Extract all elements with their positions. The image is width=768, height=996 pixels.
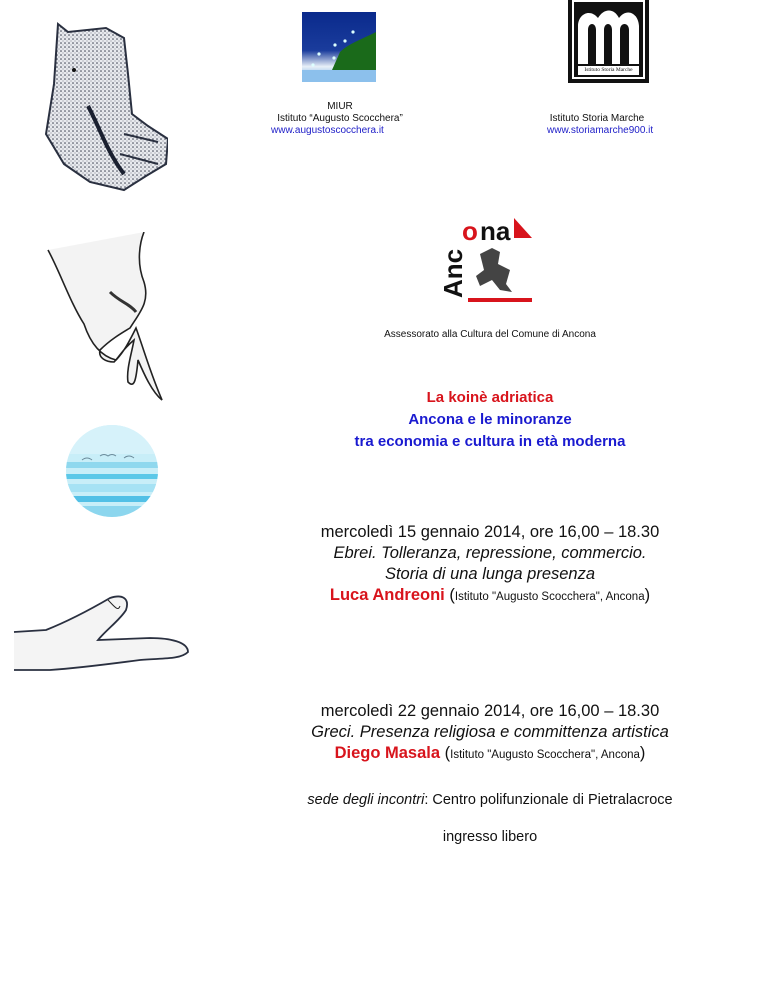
event-1-date: mercoledì 15 gennaio 2014, ore 16,00 – 18.30 xyxy=(320,523,660,541)
storia-marche-logo xyxy=(568,0,649,83)
event-2-affiliation: Istituto "Augusto Scocchera", Ancona xyxy=(450,749,640,761)
event-2-close-paren: ) xyxy=(639,744,646,762)
miur-label: MIUR xyxy=(327,101,353,112)
venue-label: sede degli incontri xyxy=(307,792,425,808)
event-1-affiliation: Istituto "Augusto Scocchera", Ancona xyxy=(454,591,645,603)
event-2-open-paren: ( xyxy=(440,744,451,762)
event-2-topic-line-1: Greci. Presenza religiosa e committenza artistica xyxy=(311,723,669,741)
miur-institute: Istituto “Augusto Scocchera” xyxy=(277,113,403,124)
storia-marche-logo-text: Istituto Storia Marche xyxy=(584,67,633,73)
title-line-1: La koinè adriatica xyxy=(426,389,554,406)
miur-logo xyxy=(302,12,376,82)
event-1-close-paren: ) xyxy=(644,586,651,604)
admission-text: ingresso libero xyxy=(442,829,538,845)
venue-value: Centro polifunzionale di Pietralacroce xyxy=(432,792,673,808)
storia-marche-institute: Istituto Storia Marche xyxy=(549,113,645,124)
event-2-speaker-line xyxy=(270,743,710,766)
event-2-speaker: Diego Masala xyxy=(334,744,441,762)
miur-website-link[interactable]: www.augustoscocchera.it xyxy=(271,125,384,136)
storia-marche-website-link[interactable]: www.storiamarche900.it xyxy=(547,125,654,136)
hand-drawing-3 xyxy=(10,590,190,680)
hand-drawing-1 xyxy=(28,14,168,194)
venue-separator: : xyxy=(424,792,433,808)
ancona-logo xyxy=(440,214,536,306)
event-1-topic-line-1: Ebrei. Tolleranza, repressione, commercio. xyxy=(333,544,647,562)
event-2 xyxy=(270,701,710,766)
title-line-3: tra economia e cultura in età moderna xyxy=(354,433,626,450)
svg-text:na: na xyxy=(480,216,511,246)
event-1-speaker: Luca Andreoni xyxy=(329,586,445,604)
sea-birds-circle xyxy=(64,424,160,518)
svg-text:Anc: Anc xyxy=(440,248,468,298)
event-1-speaker-line xyxy=(280,585,700,608)
title-line-2: Ancona e le minoranze xyxy=(408,411,572,428)
event-1-topic-line-2: Storia di una lunga presenza xyxy=(384,565,596,583)
event-1-open-paren: ( xyxy=(444,586,455,604)
svg-text:o: o xyxy=(462,216,478,246)
hand-drawing-2 xyxy=(40,232,180,412)
event-1 xyxy=(280,522,700,608)
sponsor-text: Assessorato alla Cultura del Comune di Ancona xyxy=(384,329,596,340)
venue-line xyxy=(250,790,730,811)
event-2-date: mercoledì 22 gennaio 2014, ore 16,00 – 18.30 xyxy=(320,702,660,720)
